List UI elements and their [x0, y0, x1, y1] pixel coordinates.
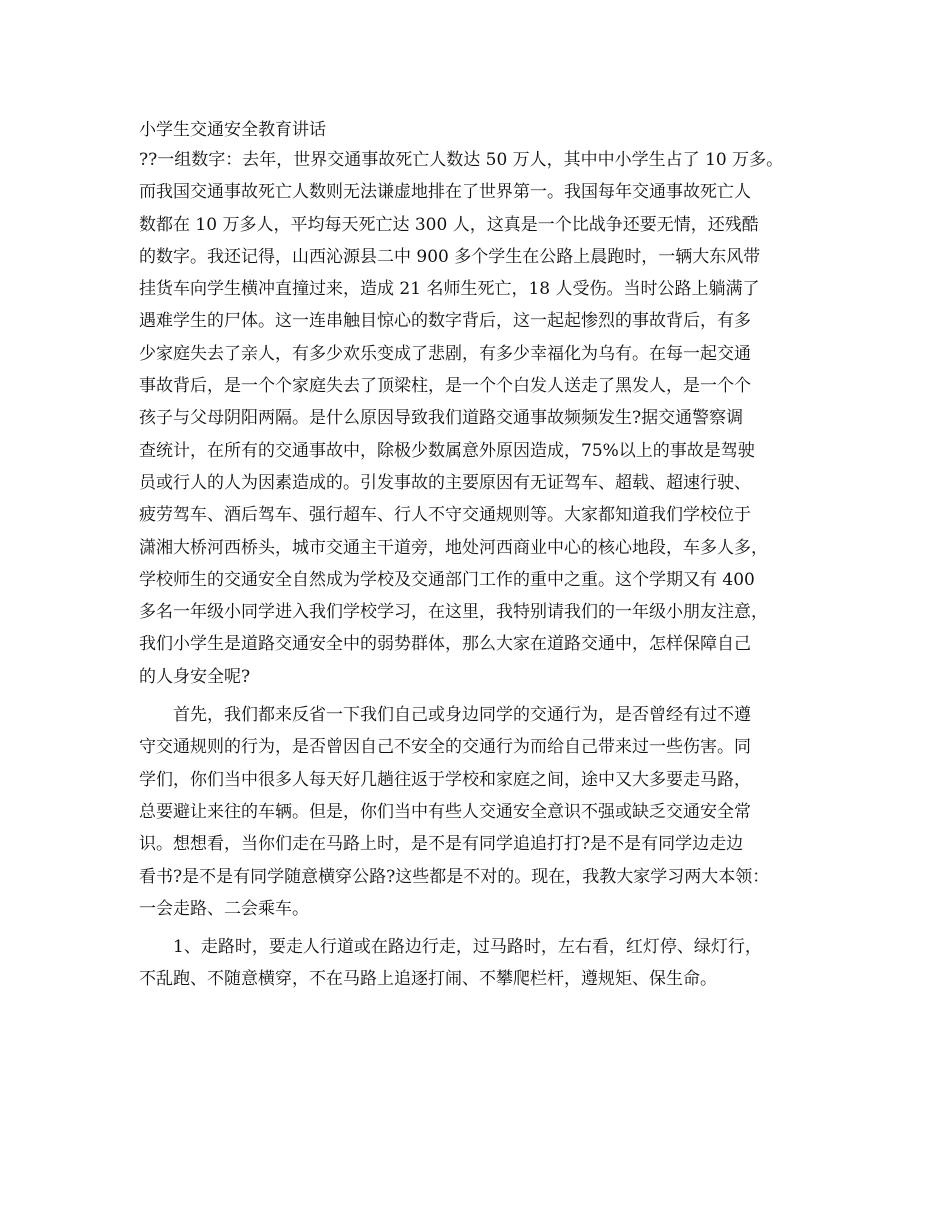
text-line: 事故背后，是一个个家庭失去了顶梁柱，是一个个白发人送走了黑发人，是一个个 [139, 376, 751, 397]
text-line: 的数字。我还记得，山西沁源县二中 900 多个学生在公路上晨跑时，一辆大东风带 [139, 246, 761, 267]
paragraph-walking-rules [139, 931, 821, 996]
text-line: 学校师生的交通安全自然成为学校及交通部门工作的重中之重。这个学期又有 400 [139, 569, 755, 590]
text-line: 孩子与父母阴阳两隔。是什么原因导致我们道路交通事故频频发生?据交通警察调 [139, 408, 744, 429]
text-line: 潇湘大桥河西桥头，城市交通主干道旁，地处河西商业中心的核心地段，车多人多， [139, 537, 768, 558]
text-line: 学们，你们当中很多人每天好几趟往返于学校和家庭之间，途中又大多要走马路， [139, 769, 751, 790]
text-line: 守交通规则的行为，是否曾因自己不安全的交通行为而给自己带来过一些伤害。同 [139, 737, 751, 758]
text-line: ??一组数字：去年，世界交通事故死亡人数达 50 万人，其中中小学生占了 10 万多。 [139, 150, 784, 170]
text-line: 我们小学生是道路交通安全中的弱势群体，那么大家在道路交通中，怎样保障自己 [139, 634, 751, 655]
text-line: 总要避让来往的车辆。但是，你们当中有些人交通安全意识不强或缺乏交通安全常 [139, 801, 751, 822]
paragraph-reflection [139, 699, 821, 925]
text-line: 识。想想看，当你们走在马路上时，是不是有同学追追打打?是不是有同学边走边 [139, 834, 744, 855]
document-title: 小学生交通安全教育讲话 [139, 120, 326, 140]
text-line: 一会走路、二会乘车。 [139, 898, 309, 919]
paragraph-statistics [139, 144, 821, 693]
text-line: 数都在 10 万多人，平均每天死亡达 300 人，这真是一个比战争还要无情，还残酷 [139, 214, 759, 235]
text-line: 遇难学生的尸体。这一连串触目惊心的数字背后，这一起起惨烈的事故背后，有多 [139, 311, 751, 332]
text-line: 首先，我们都来反省一下我们自己或身边同学的交通行为，是否曾经有过不遵 [173, 705, 751, 726]
text-line: 员或行人的人为因素造成的。引发事故的主要原因有无证驾车、超载、超速行驶、 [139, 472, 751, 493]
text-line: 看书?是不是有同学随意横穿公路?这些都是不对的。现在，我教大家学习两大本领： [139, 866, 770, 887]
text-line: 而我国交通事故死亡人数则无法谦虚地排在了世界第一。我国每年交通事故死亡人 [139, 182, 751, 203]
text-line: 不乱跑、不随意横穿，不在马路上追逐打闹、不攀爬栏杆，遵规矩、保生命。 [139, 969, 717, 990]
text-line: 查统计，在所有的交通事故中，除极少数属意外原因造成，75%以上的事故是驾驶 [139, 440, 755, 461]
text-line: 挂货车向学生横冲直撞过来，造成 21 名师生死亡，18 人受伤。当时公路上躺满了 [139, 279, 760, 300]
text-line: 1、走路时，要走人行道或在路边行走，过马路时，左右看，红灯停、绿灯行， [173, 937, 762, 958]
text-line: 少家庭失去了亲人，有多少欢乐变成了悲剧，有多少幸福化为乌有。在每一起交通 [139, 343, 751, 364]
text-line: 疲劳驾车、酒后驾车、强行超车、行人不守交通规则等。大家都知道我们学校位于 [139, 505, 751, 526]
document-body [139, 116, 821, 1002]
text-line: 多名一年级小同学进入我们学校学习，在这里，我特别请我们的一年级小朋友注意， [139, 602, 768, 623]
text-line: 的人身安全呢? [139, 666, 251, 687]
